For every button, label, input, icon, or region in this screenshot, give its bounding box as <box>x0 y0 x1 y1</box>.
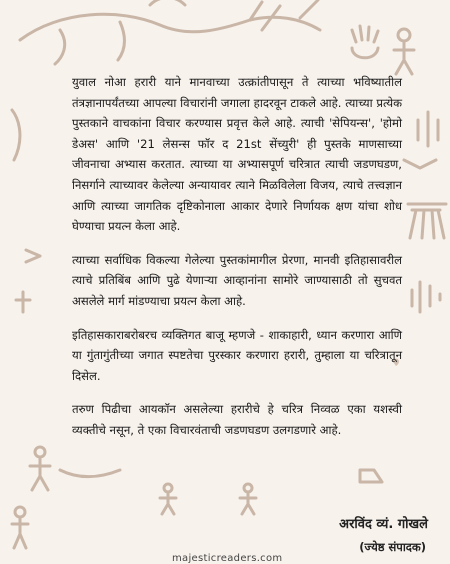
signature-role: (ज्येष्ठ संपादक) <box>359 540 426 554</box>
main-text <box>72 72 402 454</box>
footer-url: majesticreaders.com <box>172 553 283 564</box>
paragraph-1: युवाल नोआ हरारी याने मानवाच्या उत्क्रांतीपासून ते त्याच्या भविष्यातील तंत्रज्ञानापर्यंतच्या आपल्या विचारांनी जगाला हादरवून टाकले आहे. त्याच्या प्रत्येक पुस्तकाने वाचकांना विचार करण्यास प्रवृत्त केले आहे. त्याची 'सेपियन्स', 'होमो डेअस' आणि '21 लेसन्स फॉर द 21st सेंच्युरी' ही पुस्तके माणसाच्या जीवनाचा अभ्यास करतात. त्याच्या या अभ्यासपूर्ण चरित्रात त्याची जडणघडण, निसर्गाने त्याच्यावर केलेल्या अन्यायावर त्याने मिळविलेला विजय, त्याचे तत्त्वज्ञान आणि त्याच्या जागतिक दृष्टिकोनाला आकार देणारे निर्णायक क्षण यांचा शोध घेण्याचा प्रयत्न केला आहे. <box>72 75 402 234</box>
paragraph-2: त्याच्या सर्वाधिक विकल्या गेलेल्या पुस्तकांमागील प्रेरणा, मानवी इतिहासावरील त्याचे प्रतिबिंब आणि पुढे येणाऱ्या आव्हानांना सामोरे जाण्यासाठी तो सुचवत असलेले मार्ग मांडण्याचा प्रयत्न केला आहे. <box>72 252 402 308</box>
signature-block <box>339 514 428 532</box>
paragraph-4: तरुण पिढीचा आयकॉन असलेल्या हरारीचे हे चरित्र निव्वळ एका यशस्वी व्यक्तीचे नसून, ते एका विचारवंताची जडणघडण उलगडणारे आहे. <box>72 402 402 437</box>
paragraph-3: इतिहासकाराबरोबरच व्यक्तिगत बाजू म्हणजे - शाकाहारी, ध्यान करणारा आणि या गुंतागुंतीच्या जगात स्पष्टतेचा पुरस्कार करणारा हरारी, तुम्हाला या चरित्रातून दिसेल. <box>72 327 402 383</box>
signature-name: अरविंद व्यं. गोखले <box>339 517 428 532</box>
